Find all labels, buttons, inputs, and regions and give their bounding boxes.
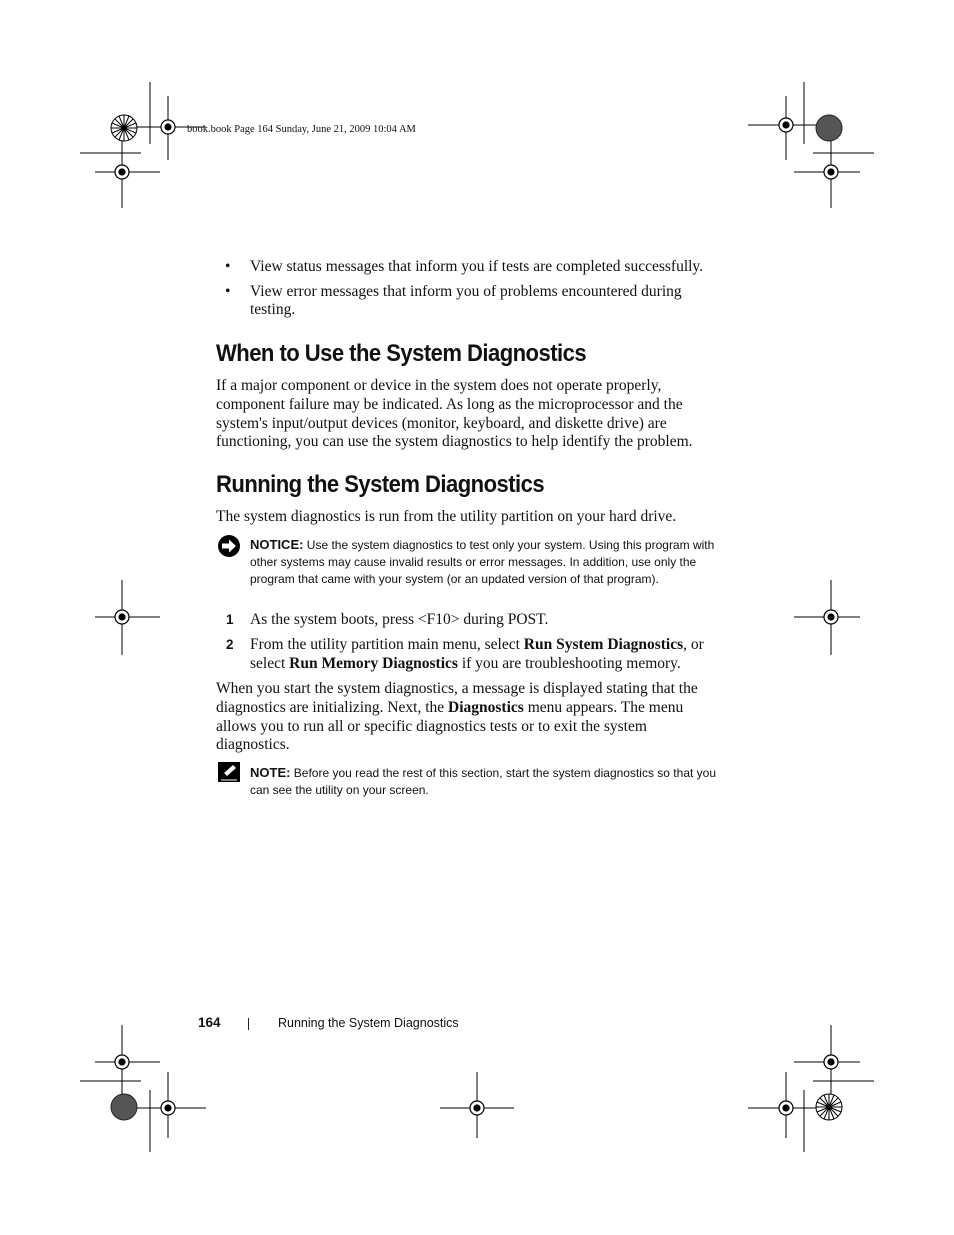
notice-callout xyxy=(250,536,720,589)
bullet-text: View status messages that inform you if tests are completed successfully. xyxy=(250,258,704,275)
registration-target-icon xyxy=(161,1101,175,1115)
footer-section-title: Running the System Diagnostics xyxy=(278,1016,459,1030)
step-text-part: From the utility partition main menu, select xyxy=(250,635,524,653)
list-item xyxy=(216,636,716,674)
paragraph-text-part: menu appears. The menu allows you to run all or specific diagnostics tests or to exit the system diagnostics. xyxy=(216,698,684,754)
bullet-text: View error messages that inform you of problems encountered during testing. xyxy=(250,282,682,318)
registration-target-icon xyxy=(115,165,129,179)
notice-label: NOTICE: xyxy=(250,537,304,552)
step-text: As the system boots, press <F10> during POST. xyxy=(250,611,549,628)
step-number: 2 xyxy=(226,636,234,652)
menu-option-run-memory-diagnostics: Run Memory Diagnostics xyxy=(289,654,458,672)
step-text xyxy=(250,636,716,674)
section-heading-when-to-use: When to Use the System Diagnostics xyxy=(216,340,587,367)
notice-text: Use the system diagnostics to test only your system. Using this program with other systems may cause invalid results or error messages. In addition, use only the program that came with your system (or an updated version of that program). xyxy=(250,538,715,587)
paragraph-text-part: When you start the system diagnostics, a message is displayed stating that the diagnostics are initializing. Next, the xyxy=(216,680,698,716)
note-text: Before you read the rest of this section, start the system diagnostics so that you can see the utility on your screen. xyxy=(250,766,717,798)
registration-target-icon xyxy=(779,118,793,132)
bullet-list xyxy=(216,258,716,326)
notice-arrow-icon xyxy=(217,534,241,558)
note-callout xyxy=(250,764,720,799)
section-body: If a major component or device in the system does not operate properly, component failure may be indicated. As long as the microprocessor and the system's input/output devices (monitor, keyboard, and diskette drive) are functioning, you can use the system diagnostics to help identify the problem. xyxy=(216,377,693,451)
diagnostics-paragraph xyxy=(216,680,721,755)
step-list xyxy=(216,611,716,679)
step-text-part: , or select xyxy=(250,635,704,672)
star-target-icon xyxy=(816,1094,842,1120)
note-label: NOTE: xyxy=(250,765,291,780)
bullet-marker: • xyxy=(225,258,231,275)
registration-target-icon xyxy=(161,120,175,134)
registration-target-icon xyxy=(824,1055,838,1069)
section-intro: The system diagnostics is run from the utility partition on your hard drive. xyxy=(216,508,677,525)
footer-divider xyxy=(248,1018,249,1030)
section-heading-running: Running the System Diagnostics xyxy=(216,471,545,498)
registration-target-icon xyxy=(115,610,129,624)
menu-option-run-system-diagnostics: Run System Diagnostics xyxy=(523,635,684,653)
list-item xyxy=(216,258,716,277)
registration-target-icon xyxy=(115,1055,129,1069)
registration-target-icon xyxy=(779,1101,793,1115)
gray-disc-icon xyxy=(111,1094,137,1120)
bullet-marker: • xyxy=(225,282,231,300)
registration-target-icon xyxy=(470,1101,484,1115)
list-item xyxy=(216,283,716,320)
menu-name-diagnostics: Diagnostics xyxy=(448,698,524,716)
page-number: 164 xyxy=(198,1015,221,1030)
gray-disc-icon xyxy=(816,115,842,141)
note-pencil-icon xyxy=(218,762,240,782)
step-text-part: if you are troubleshooting memory. xyxy=(457,654,681,672)
list-item xyxy=(216,611,716,630)
registration-target-icon xyxy=(824,610,838,624)
registration-target-icon xyxy=(824,165,838,179)
print-slug: book.book Page 164 Sunday, June 21, 2009 10:04 AM xyxy=(187,124,416,135)
step-number: 1 xyxy=(226,612,234,627)
star-target-icon xyxy=(111,115,137,141)
